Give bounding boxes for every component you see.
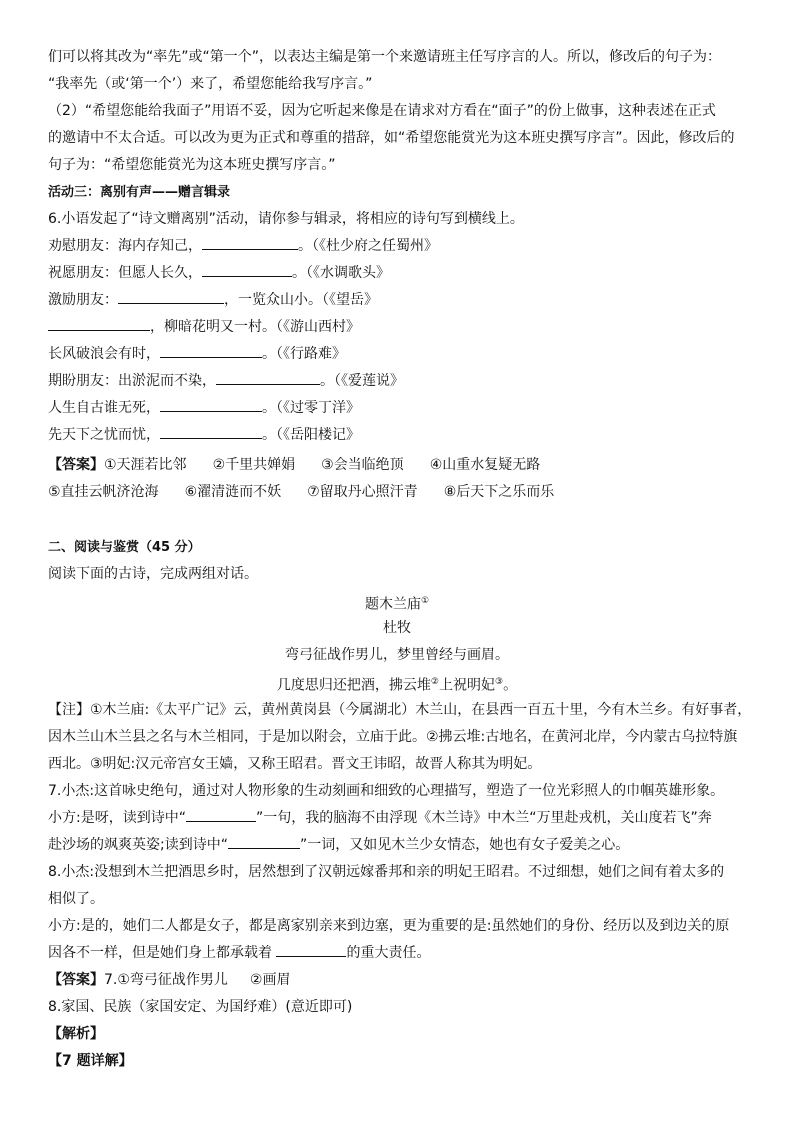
fill-blank[interactable] — [48, 314, 150, 331]
q-text: 的重大责任。 — [346, 945, 431, 961]
analysis-label: 【解析】 — [48, 1026, 104, 1042]
answer-item: ⑤直挂云帆济沧海 — [48, 484, 159, 500]
paragraph-line: 们可以将其改为“率先”或“第一个”，以表达主编是第一个来邀请班主任写序言的人。所以，修改后的句子为： — [48, 49, 722, 65]
poem-fill-row — [48, 233, 438, 260]
row-prefix: 长风破浪会有时， — [48, 346, 160, 362]
paragraph-line: 的邀请中不太合适。可以改为更为正式和尊重的措辞，如“希望您能赏光为这本班史撰写序言”。因此，修改后的 — [48, 130, 735, 146]
row-source: 。（《水调歌头》 — [292, 265, 390, 281]
question-8-line — [48, 940, 430, 967]
poem-note: 【注】①木兰庙:《太平广记》云，黄州黄岗县（今属湖北）木兰山，在县西一百五十里，今有木兰乡。有好事者， — [48, 702, 752, 718]
note-mark: ③ — [495, 677, 504, 687]
paragraph-line: （2）“希望您能给我面子”用语不妥，因为它听起来像是在请求对方看在“面子”的份上做事，这种表述在正式 — [48, 103, 716, 119]
answer-item: ③会当临绝顶 — [321, 457, 404, 473]
answer-item: ⑦留取丹心照汗青 — [307, 484, 418, 500]
note-mark: ① — [420, 596, 430, 606]
fill-blank[interactable] — [186, 805, 256, 822]
fill-blank[interactable] — [202, 260, 292, 277]
fill-blank[interactable] — [216, 368, 320, 385]
answer-text: 7.①弯弓征战作男儿 — [104, 972, 228, 988]
question-7-line — [48, 832, 629, 859]
poem-fill-row — [48, 314, 360, 341]
poem-text: 几度思归还把酒，拂云堆 — [276, 677, 431, 694]
row-source: 。（《杜少府之任蜀州》 — [298, 238, 438, 254]
poem-fill-row — [48, 341, 346, 368]
fill-blank[interactable] — [160, 395, 262, 412]
q-text: ”一词，又如见木兰少女情态，她也有女子爱美之心。 — [299, 837, 630, 853]
question-8-line: 8.小杰:没想到木兰把酒思乡时，居然想到了汉朝远嫁番邦和亲的明妃王昭君。不过细想，她们之间有着太多的 — [48, 864, 725, 880]
paragraph-line: “我率先（或‘第一个’）来了，希望您能给我写序言。” — [48, 76, 373, 92]
row-source: 。（《过零丁洋》 — [262, 400, 360, 416]
row-source: ，一览众山小。（《望岳》 — [224, 292, 378, 308]
q-text: 赴沙场的飒爽英姿;读到诗中“ — [48, 837, 228, 853]
row-source: 。（《岳阳楼记》 — [262, 427, 360, 443]
detail-label: 【7 题详解】 — [48, 1053, 133, 1069]
question-7-line — [48, 805, 712, 832]
fill-blank[interactable] — [202, 233, 298, 250]
answer-item: ⑥濯清涟而不妖 — [184, 484, 282, 500]
section-heading: 二、阅读与鉴赏（45 分） — [48, 540, 201, 555]
answer-label: 【答案】 — [48, 457, 104, 473]
row-source: 。（《爱莲说》 — [320, 373, 404, 389]
fill-blank[interactable] — [228, 832, 300, 849]
row-prefix: 激励朋友： — [48, 292, 118, 308]
activity-heading: 活动三：离别有声——赠言辑录 — [48, 185, 231, 200]
poem-fill-row — [48, 422, 360, 449]
question-6: 6.小语发起了“诗文赠离别”活动，请你参与辑录，将相应的诗句写到横线上。 — [48, 211, 524, 227]
answer-item: ②千里共婵娟 — [212, 457, 296, 473]
answer-item: ⑧后天下之乐而乐 — [443, 484, 555, 500]
q-text: 因各不一样，但是她们身上都承载着 — [48, 945, 277, 961]
answer-row-6 — [48, 452, 566, 479]
paragraph-line: 句子为：“希望您能赏光为这本班史撰写序言。” — [48, 157, 336, 173]
fill-blank[interactable] — [118, 287, 224, 304]
answer-label: 【答案】 — [48, 972, 104, 988]
poem-line: 弯弓征战作男儿，梦里曾经与画眉。 — [285, 647, 509, 663]
answer-row-6b — [48, 479, 580, 506]
row-prefix: 先天下之忧而忧， — [48, 427, 160, 443]
note-mark: ② — [430, 677, 439, 687]
question-8-line: 相似了。 — [48, 891, 104, 907]
row-prefix: 劝慰朋友：海内存知己， — [48, 238, 202, 254]
answer-text: ②画眉 — [249, 972, 291, 988]
poem-text: 。 — [503, 677, 518, 694]
poem-line — [0, 669, 794, 700]
poem-fill-row — [48, 395, 360, 422]
poem-title-text: 题木兰庙 — [364, 596, 421, 613]
row-source: 。（《行路难》 — [262, 346, 346, 362]
answer-item: ①天涯若比邻 — [104, 457, 187, 473]
fill-blank[interactable] — [160, 422, 262, 439]
section-intro: 阅读下面的古诗，完成两组对话。 — [48, 566, 258, 582]
row-source: ，柳暗花明又一村。（《游山西村》 — [150, 319, 360, 335]
poem-text: 上祝明妃 — [439, 677, 495, 694]
poem-fill-row — [48, 260, 390, 287]
poem-author: 杜牧 — [383, 620, 411, 636]
answer-7 — [48, 967, 290, 994]
poem-fill-row — [48, 368, 404, 395]
row-prefix: 人生自古谁无死， — [48, 400, 160, 416]
fill-blank[interactable] — [276, 940, 346, 957]
row-prefix: 祝愿朋友：但愿人长久， — [48, 265, 202, 281]
answer-item: ④山重水复疑无路 — [429, 457, 541, 473]
question-8-line: 小方:是的，她们二人都是女子，都是离家别亲来到边塞，更为重要的是:虽然她们的身份、经历以及到边关的原 — [48, 918, 730, 934]
poem-note: 因木兰山木兰县之名与木兰相同，于是加以附会，立庙于此。②拂云堆:古地名，在黄河北岸，今内蒙古乌拉特旗 — [48, 729, 738, 745]
q-text: ”一句，我的脑海不由浮现《木兰诗》中木兰“万里赴戎机，关山度若飞”奔 — [255, 810, 712, 826]
poem-fill-row — [48, 287, 378, 314]
row-prefix: 期盼朋友：出淤泥而不染， — [48, 373, 216, 389]
q-text: 小方:是呀，读到诗中“ — [48, 810, 186, 826]
question-7-line: 7.小杰:这首咏史绝句，通过对人物形象的生动刻画和细致的心理描写，塑造了一位光彩照人的巾帼英雄形象。 — [48, 783, 725, 799]
fill-blank[interactable] — [160, 341, 262, 358]
poem-note: 西北。③明妃:汉元帝宫女王嫱，又称王昭君。晋文王讳昭，故晋人称其为明妃。 — [48, 756, 542, 772]
answer-8: 8.家国、民族（家国安定、为国纾难）(意近即可) — [48, 999, 353, 1015]
